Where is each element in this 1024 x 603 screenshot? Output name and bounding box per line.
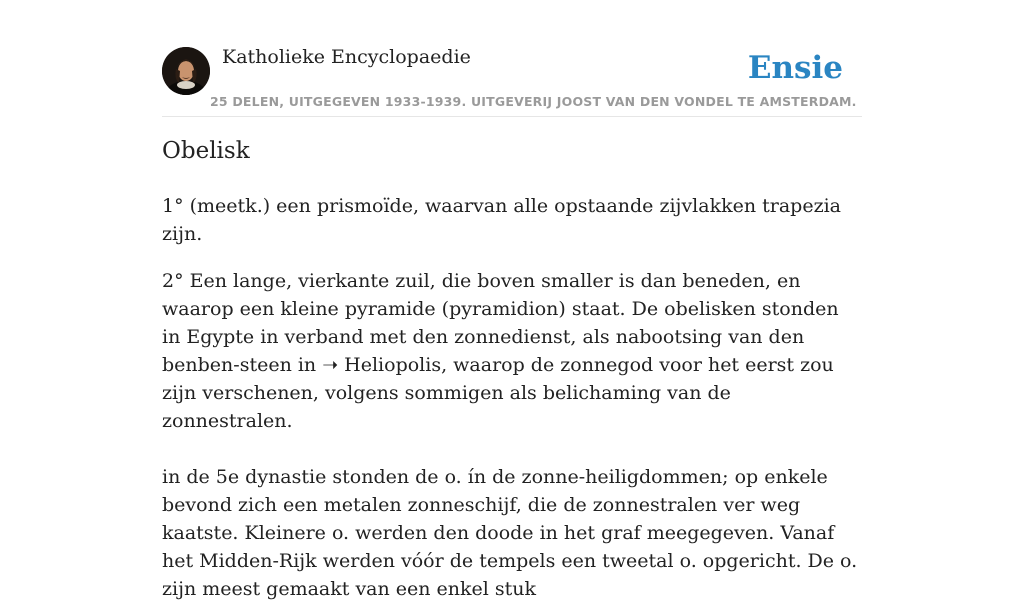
paragraph: in de 5e dynastie stonden de o. ín de zonne-heiligdommen; op enkele bevond zich een metalen zonneschijf, die de zonnestralen ver weg kaatste. Kleinere o. werden den doode in het graf meegegeven. Vanaf het Midden-Rijk werden vóór de tempels een tweetal o. opgericht. De o. zijn meest gemaakt van een enkel stuk — [162, 466, 858, 600]
paragraph: 2° Een lange, vierkante zuil, die boven smaller is dan beneden, en waarop een kleine pyramide (pyramidion) staat. De obelisken stonden in Egypte in verband met den zonnedienst, als nabootsing van den benben-steen in ➝ Heliopolis, waarop de zonnegod voor het eerst zou zijn verschenen, volgens sommigen als belichaming van de zonnestralen. — [162, 270, 839, 432]
portrait-icon[interactable] — [162, 47, 210, 95]
entry-title: Obelisk — [162, 138, 250, 164]
entry-body — [162, 192, 862, 603]
page — [162, 0, 862, 600]
header — [162, 0, 862, 117]
source-meta: 25 DELEN, UITGEGEVEN 1933-1939. UITGEVERIJ JOOST VAN DEN VONDEL TE AMSTERDAM. — [210, 94, 857, 109]
brand-logo[interactable]: Ensie — [747, 50, 843, 86]
paragraph: 1° (meetk.) een prismoïde, waarvan alle opstaande zijvlakken trapezia zijn. — [162, 195, 841, 245]
source-title[interactable]: Katholieke Encyclopaedie — [222, 46, 471, 68]
